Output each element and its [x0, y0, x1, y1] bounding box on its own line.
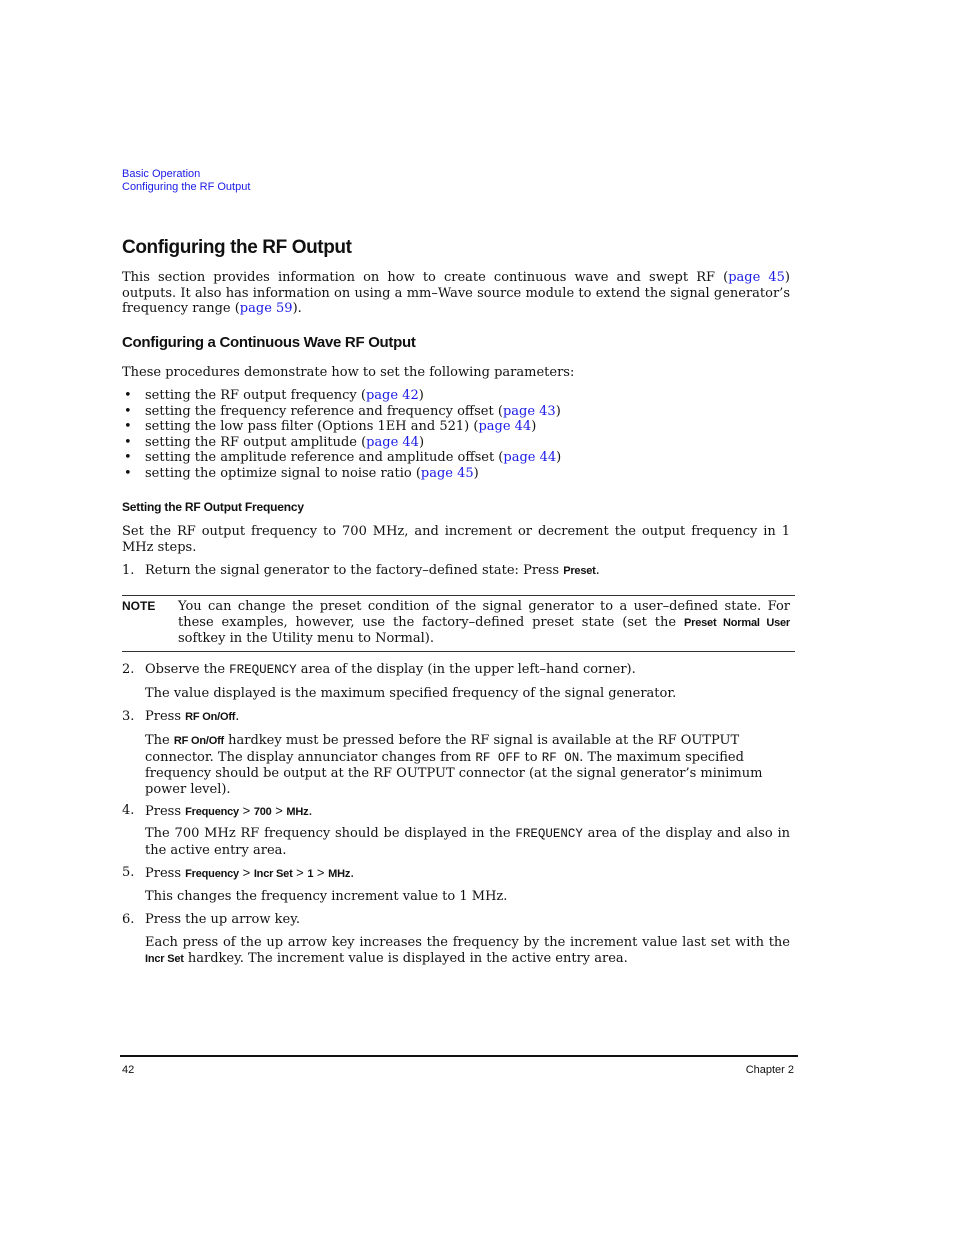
key-700[interactable]: 700 — [253, 806, 272, 818]
link-page-44[interactable]: page 44 — [503, 450, 557, 465]
frequency-key[interactable]: Frequency — [185, 806, 239, 818]
procedures-intro: These procedures demonstrate how to set the following parameters: — [122, 365, 575, 380]
note-label: NOTE — [122, 599, 156, 613]
step-6: 6. Press the up arrow key. — [122, 912, 300, 927]
link-page-44[interactable]: page 44 — [478, 419, 532, 434]
note-top-rule — [122, 595, 795, 596]
step-4-detail: The 700 MHz RF frequency should be displayed in the FREQUENCY area of the display and also in the active entry area. — [145, 826, 790, 858]
step-2-detail: The value displayed is the maximum specified frequency of the signal generator. — [145, 686, 677, 701]
intro-text-1: This section provides information on how to create continuous wave and swept RF ( — [122, 270, 729, 285]
list-item: • setting the amplitude reference and amplitude offset (page 44) — [122, 450, 790, 466]
step-2: 2. Observe the FREQUENCY area of the display (in the upper left–hand corner). — [122, 662, 636, 677]
incr-set-key[interactable]: Incr Set — [253, 868, 293, 880]
list-item: • setting the RF output frequency (page 42) — [122, 388, 790, 404]
key-1[interactable]: 1 — [307, 868, 314, 880]
step-4: 4. Press Frequency > 700 > MHz. — [122, 803, 313, 819]
rf-on-off-key[interactable]: RF On/Off — [173, 735, 225, 747]
parameter-list — [122, 388, 790, 481]
step-3-detail: The RF On/Off hardkey must be pressed before the RF signal is available at the RF OUTPUT connector. The display annunciator changes from RF OFF to RF ON. The maximum specified frequency should be output at the RF OUTPUT connector (at the signal generator’s minimum power level). — [145, 733, 763, 797]
rf-on-off-key[interactable]: RF On/Off — [185, 711, 236, 723]
note-bottom-rule — [122, 651, 795, 652]
intro-paragraph — [122, 270, 790, 317]
subsection-title: Configuring a Continuous Wave RF Output — [122, 334, 416, 351]
breadcrumb-link-configuring-rf-output[interactable]: Configuring the RF Output — [122, 181, 251, 193]
page-number: 42 — [122, 1064, 135, 1076]
step-5: 5. Press Frequency > Incr Set > 1 > MHz. — [122, 865, 355, 881]
intro-text-2: ) outputs. It also has information on using a mm–Wave source module to extend the signal generator’s frequency range ( — [122, 270, 790, 316]
step-5-detail: This changes the frequency increment value to 1 MHz. — [145, 889, 508, 904]
list-item: • setting the frequency reference and frequency offset (page 43) — [122, 404, 790, 420]
display-frequency-label: FREQUENCY — [229, 663, 297, 677]
preset-key[interactable]: Preset — [563, 565, 596, 577]
incr-set-key[interactable]: Incr Set — [145, 952, 184, 965]
mhz-key[interactable]: MHz — [286, 806, 309, 818]
frequency-key[interactable]: Frequency — [185, 868, 239, 880]
preset-normal-user-softkey[interactable]: Preset Normal User — [683, 616, 790, 629]
step-1: 1. Return the signal generator to the factory–defined state: Press Preset. — [122, 563, 600, 578]
frequency-intro: Set the RF output frequency to 700 MHz, and increment or decrement the output frequency in 1 MHz steps. — [122, 524, 790, 555]
link-page-45[interactable]: page 45 — [420, 465, 474, 481]
mhz-key[interactable]: MHz — [328, 868, 351, 880]
note-body: You can change the preset condition of the signal generator to a user–defined state. For these examples, however, use the factory–defined preset state (set the Preset Normal User softkey in the Utility menu to Normal). — [178, 599, 790, 646]
list-item: • setting the optimize signal to noise ratio (page 45) — [122, 466, 790, 482]
footer-rule — [120, 1055, 798, 1057]
annunciator-rf-off: RF OFF — [475, 750, 521, 765]
section-title: Configuring the RF Output — [122, 237, 352, 258]
link-page-45[interactable]: page 45 — [728, 270, 785, 285]
step-6-detail: Each press of the up arrow key increases the frequency by the increment value last set with the Incr Set hardkey. The increment value is displayed in the active entry area. — [145, 935, 790, 966]
link-page-59[interactable]: page 59 — [239, 301, 293, 316]
list-item: • setting the low pass filter (Options 1EH and 521) (page 44) — [122, 419, 790, 435]
display-frequency-label: FREQUENCY — [515, 827, 583, 841]
breadcrumb — [122, 168, 250, 194]
breadcrumb-link-basic-operation[interactable]: Basic Operation — [122, 168, 201, 180]
link-page-43[interactable]: page 43 — [502, 403, 556, 419]
step-3: 3. Press RF On/Off. — [122, 709, 240, 724]
link-page-44[interactable]: page 44 — [366, 434, 419, 450]
list-item: • setting the RF output amplitude (page 44) — [122, 435, 790, 451]
link-page-42[interactable]: page 42 — [365, 388, 419, 403]
annunciator-rf-on: RF ON — [541, 750, 580, 765]
subsubsection-title: Setting the RF Output Frequency — [122, 500, 304, 514]
intro-text-3: ). — [292, 301, 302, 316]
chapter-label: Chapter 2 — [745, 1064, 794, 1076]
